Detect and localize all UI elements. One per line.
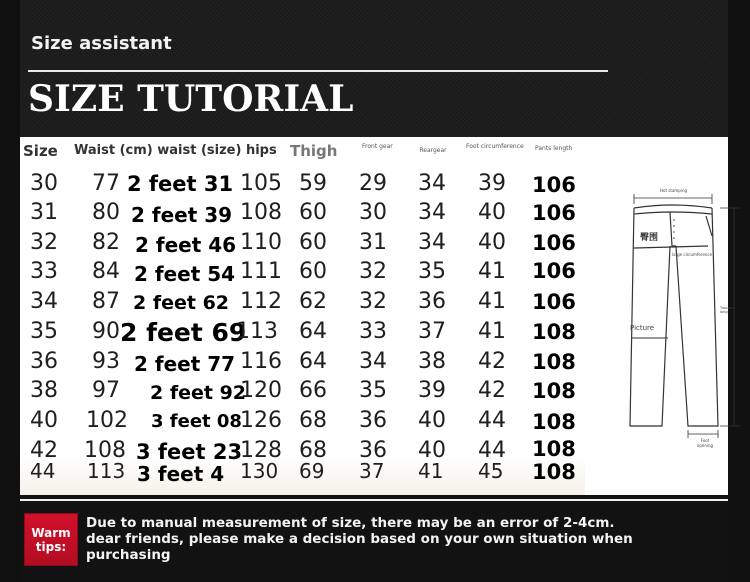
cell-waist-size: 2 feet 69 bbox=[120, 318, 247, 347]
cell-pants-length: 106 bbox=[532, 173, 576, 197]
cell-foot-circumference: 41 bbox=[478, 289, 506, 314]
label-cjk-hip: 臀围 bbox=[640, 233, 659, 243]
label-large-circumference: large circumference bbox=[672, 252, 712, 257]
pants-outline-icon bbox=[612, 186, 742, 456]
cell-pants-length: 106 bbox=[532, 201, 576, 225]
cell-foot-circumference: 40 bbox=[478, 230, 506, 255]
cell-front-gear: 34 bbox=[359, 349, 387, 374]
cell-waist-size: 2 feet 77 bbox=[134, 352, 236, 376]
cell-front-gear: 35 bbox=[359, 378, 387, 403]
label-foot-opening: Foot opening bbox=[696, 438, 714, 448]
cell-rear-gear: 34 bbox=[418, 171, 446, 196]
cell-rear-gear: 40 bbox=[418, 438, 446, 463]
column-header-waist-hips: Waist (cm) waist (size) hips bbox=[74, 143, 277, 158]
cell-hips: 120 bbox=[240, 378, 282, 403]
column-header-thigh: Thigh bbox=[290, 142, 338, 160]
cell-waist-cm: 102 bbox=[86, 408, 128, 433]
cell-size: 32 bbox=[30, 230, 58, 255]
cell-front-gear: 32 bbox=[359, 259, 387, 284]
cell-front-gear: 32 bbox=[359, 289, 387, 314]
cell-waist-cm: 82 bbox=[92, 230, 120, 255]
cell-size: 42 bbox=[30, 438, 58, 463]
cell-waist-size: 3 feet 08 bbox=[151, 411, 242, 432]
cell-thigh: 64 bbox=[299, 319, 327, 344]
cell-waist-size: 2 feet 92 bbox=[150, 382, 247, 404]
cell-foot-circumference: 42 bbox=[478, 378, 506, 403]
cell-front-gear: 37 bbox=[359, 459, 385, 483]
cell-size: 35 bbox=[30, 319, 58, 344]
cell-hips: 105 bbox=[240, 171, 282, 196]
pants-measurement-diagram bbox=[612, 186, 742, 456]
cell-rear-gear: 40 bbox=[418, 408, 446, 433]
cell-thigh: 62 bbox=[299, 289, 327, 314]
label-hot-stamping: Hot stamping bbox=[660, 188, 688, 193]
cell-waist-size: 3 feet 4 bbox=[137, 462, 225, 486]
cell-foot-circumference: 39 bbox=[478, 171, 506, 196]
cell-pants-length: 106 bbox=[532, 231, 576, 255]
cell-foot-circumference: 41 bbox=[478, 259, 506, 284]
label-picture: Picture bbox=[630, 324, 655, 332]
column-header-front-gear: Front gear bbox=[362, 143, 393, 150]
cell-hips: 130 bbox=[240, 459, 279, 483]
cell-hips: 116 bbox=[240, 349, 282, 374]
cell-foot-circumference: 40 bbox=[478, 200, 506, 225]
cell-waist-cm: 84 bbox=[92, 259, 120, 284]
cell-rear-gear: 39 bbox=[418, 378, 446, 403]
cell-rear-gear: 38 bbox=[418, 349, 446, 374]
cell-foot-circumference: 41 bbox=[478, 319, 506, 344]
cell-thigh: 64 bbox=[299, 349, 327, 374]
cell-waist-cm: 93 bbox=[92, 349, 120, 374]
column-header-rear-gear: Reargear bbox=[419, 147, 447, 154]
cell-thigh: 60 bbox=[299, 230, 327, 255]
cell-size: 31 bbox=[30, 200, 58, 225]
cell-size: 44 bbox=[30, 459, 56, 483]
cell-foot-circumference: 45 bbox=[478, 459, 504, 483]
cell-waist-cm: 108 bbox=[84, 438, 126, 463]
page-title: SIZE TUTORIAL bbox=[28, 78, 354, 120]
cell-size: 30 bbox=[30, 171, 58, 196]
cell-waist-cm: 97 bbox=[92, 378, 120, 403]
cell-waist-cm: 80 bbox=[92, 200, 120, 225]
cell-pants-length: 108 bbox=[532, 350, 576, 374]
cell-waist-size: 2 feet 31 bbox=[127, 172, 234, 196]
cell-thigh: 59 bbox=[299, 171, 327, 196]
column-header-foot-circumference: Foot circumference bbox=[466, 143, 524, 150]
cell-front-gear: 33 bbox=[359, 319, 387, 344]
panel-divider bbox=[20, 499, 728, 501]
cell-pants-length: 106 bbox=[532, 290, 576, 314]
cell-front-gear: 36 bbox=[359, 408, 387, 433]
cell-hips: 126 bbox=[240, 408, 282, 433]
cell-size: 38 bbox=[30, 378, 58, 403]
cell-pants-length: 106 bbox=[532, 259, 576, 283]
cell-rear-gear: 34 bbox=[418, 230, 446, 255]
cell-waist-size: 2 feet 39 bbox=[131, 203, 233, 227]
label-trousers-long: Trousers long bbox=[720, 306, 735, 314]
cell-pants-length: 108 bbox=[532, 437, 576, 461]
cell-front-gear: 29 bbox=[359, 171, 387, 196]
cell-foot-circumference: 44 bbox=[478, 438, 506, 463]
warm-tips-text: Due to manual measurement of size, there may be an error of 2-4cm. dear friends, please make a decision based on your own situation when purchasing bbox=[86, 515, 633, 563]
cell-waist-size: 2 feet 54 bbox=[134, 262, 236, 286]
cell-waist-cm: 77 bbox=[92, 171, 120, 196]
warm-tips-badge: Warm tips: bbox=[24, 513, 78, 566]
cell-front-gear: 31 bbox=[359, 230, 387, 255]
cell-size: 33 bbox=[30, 259, 58, 284]
column-header-size: Size bbox=[23, 142, 58, 160]
cell-rear-gear: 37 bbox=[418, 319, 446, 344]
cell-size: 36 bbox=[30, 349, 58, 374]
cell-waist-cm: 90 bbox=[92, 319, 120, 344]
cell-waist-size: 2 feet 62 bbox=[133, 292, 230, 314]
cell-size: 34 bbox=[30, 289, 58, 314]
cell-hips: 111 bbox=[240, 259, 282, 284]
cell-thigh: 60 bbox=[299, 200, 327, 225]
cell-waist-size: 3 feet 23 bbox=[136, 440, 243, 464]
cell-pants-length: 108 bbox=[532, 460, 576, 484]
cell-front-gear: 30 bbox=[359, 200, 387, 225]
cell-rear-gear: 36 bbox=[418, 289, 446, 314]
cell-hips: 112 bbox=[240, 289, 282, 314]
size-assistant-label: Size assistant bbox=[31, 33, 172, 54]
cell-rear-gear: 35 bbox=[418, 259, 446, 284]
cell-pants-length: 108 bbox=[532, 410, 576, 434]
cell-waist-cm: 113 bbox=[87, 459, 126, 483]
cell-foot-circumference: 42 bbox=[478, 349, 506, 374]
cell-waist-cm: 87 bbox=[92, 289, 120, 314]
cell-waist-size: 2 feet 46 bbox=[135, 233, 237, 257]
cell-hips: 128 bbox=[240, 438, 282, 463]
column-header-pants-length: Pants length bbox=[535, 145, 573, 152]
cell-foot-circumference: 44 bbox=[478, 408, 506, 433]
cell-pants-length: 108 bbox=[532, 379, 576, 403]
cell-hips: 108 bbox=[240, 200, 282, 225]
cell-pants-length: 108 bbox=[532, 320, 576, 344]
cell-front-gear: 36 bbox=[359, 438, 387, 463]
cell-size: 40 bbox=[30, 408, 58, 433]
cell-rear-gear: 34 bbox=[418, 200, 446, 225]
cell-rear-gear: 41 bbox=[418, 459, 444, 483]
cell-hips: 110 bbox=[240, 230, 282, 255]
cell-thigh: 60 bbox=[299, 259, 327, 284]
left-border bbox=[0, 0, 20, 582]
header-divider bbox=[28, 70, 608, 72]
cell-hips: 113 bbox=[236, 319, 278, 344]
cell-thigh: 66 bbox=[299, 378, 327, 403]
cell-thigh: 68 bbox=[299, 408, 327, 433]
cell-thigh: 69 bbox=[299, 459, 325, 483]
cell-thigh: 68 bbox=[299, 438, 327, 463]
